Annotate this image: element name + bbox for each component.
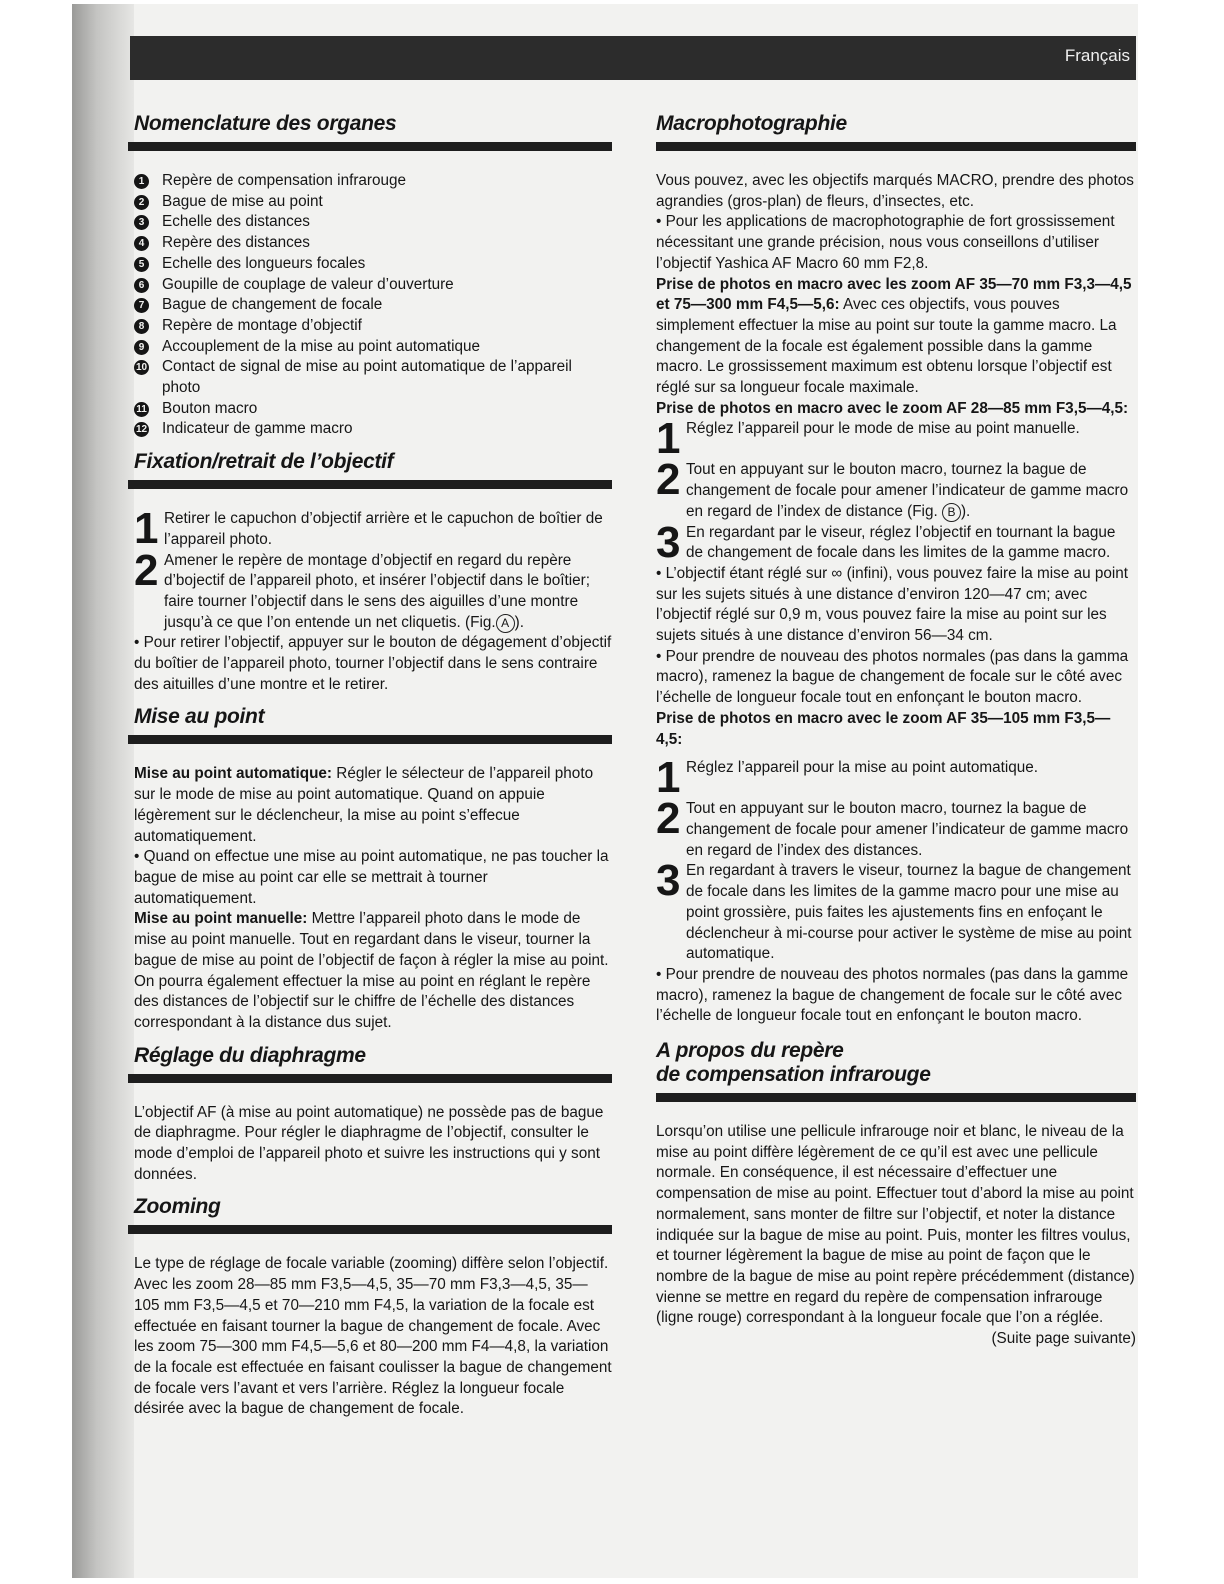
step-number: 3 (656, 856, 681, 906)
step-3 (656, 856, 1136, 965)
manual-focus-text: Mettre l’appareil photo dans le mode de mise au point manuelle. Tout en regardant dans le viseur, tourner la bague de mise au point de l’objectif de façon à régler la mise au point. On pourra également effectuer la mise au point en réglant le repère des distances de l’objectif sur le chiffre de l’échelle des distances correspondant à la distance dus sujet. (134, 910, 609, 1031)
item-text: Indicateur de gamme macro (162, 420, 353, 438)
list-item (134, 337, 612, 358)
macro-28-85-note-1: • L’objectif étant réglé sur ∞ (infini), vous pouvez faire la mise au point sur les sujets situés à une distance d’environ 120—47 cm; avec l’objectif réglé sur 0,9 m, vous pouvez faire la mise au point sur les sujets situés à une distance d’environ 56—34 cm. (656, 564, 1129, 645)
manual-focus-paragraph (134, 909, 612, 1033)
focus-title: Mise au point (134, 705, 265, 729)
item-number: 2 (134, 195, 149, 210)
list-item (134, 399, 612, 420)
header-bar (130, 36, 1136, 80)
fixation-title: Fixation/retrait de l’objectif (134, 450, 394, 474)
step-2 (656, 455, 1136, 522)
infrared-title-line-2: de compensation infrarouge (656, 1063, 931, 1087)
aperture-title: Réglage du diaphragme (134, 1043, 366, 1067)
infrared-title-line-1: A propos du repère (656, 1039, 844, 1063)
nomenclature-list (134, 171, 612, 440)
list-item (134, 295, 612, 316)
step-text: Amener le repère de montage d’objectif en regard du repère d’bojectif de l’appareil photo, et insérer l’objectif dans le boîtier; faire tourner l’objectif dans le sens des aiguilles d’une montre jusqu’à ce que l’on entende un net cliquetis. (Fig. (164, 551, 591, 631)
step-1 (656, 414, 1136, 464)
step-text: Tout en appuyant sur le bouton macro, tournez la bague de changement de focale pour amener l’indicateur de gamme macro en regard de l’index des distances. (686, 800, 1129, 859)
step-text: En regardant par le viseur, réglez l’objectif en tournant la bague de changement de focale dans les limites de la gamme macro. (686, 523, 1116, 562)
step-text: Réglez l’appareil pour le mode de mise au point manuelle. (686, 420, 1080, 438)
list-item (134, 419, 612, 440)
item-text: Echelle des distances (162, 213, 310, 231)
step-number: 2 (656, 455, 681, 505)
nomenclature-section (134, 112, 612, 440)
list-item (134, 275, 612, 296)
aperture-text: L’objectif AF (à mise au point automatique) ne possède pas de bague de diaphragme. Pour régler le diaphragme de l’objectif, consulter le mode d’emploi de l’appareil photo et suivre les instructions qui y sont données. (134, 1103, 604, 1183)
item-number: 6 (134, 278, 149, 293)
macro-body (656, 171, 1136, 1027)
step-2 (656, 794, 1136, 861)
item-text: Bague de changement de focale (162, 296, 383, 314)
list-item (134, 254, 612, 275)
autofocus-note: • Quand on effectue une mise au point automatique, ne pas toucher la bague de mise au point car elle se mettrait à tourner automatiquement. (134, 848, 609, 907)
step-text: Réglez l’appareil pour la mise au point automatique. (686, 759, 1039, 777)
list-item (134, 316, 612, 337)
step-text: Retirer le capuchon d’objectif arrière et le capuchon de boîtier de l’appareil photo. (164, 510, 603, 548)
step-3 (656, 517, 1136, 567)
step-1 (134, 504, 612, 554)
item-text: Goupille de couplage de valeur d’ouverture (162, 275, 454, 293)
zooming-text: Le type de réglage de focale variable (zooming) diffère selon l’objectif. Avec les zoom 28—85 mm F3,5—4,5, 35—70 mm F3,3—4,5, 35—105 mm F3,5—4,5 et 70—210 mm F4,5, la variation de la focale est effectuée en faisant tourner la bague de changement de focale. Avec les zoom 75—300 mm F4,5—5,6 et 80—200 mm F4—4,8, la variation de la focale est effectuée en faisant coulisser la bague de changement de focale vers l’avant et vers l’arrière. Réglez la longueur focale désirée avec la bague de changement de focale. (134, 1255, 612, 1418)
item-text: Bouton macro (162, 399, 258, 417)
list-item (134, 357, 612, 398)
step-text: Tout en appuyant sur le bouton macro, tournez la bague de changement de focale pour amener l’indicateur de gamme macro en regard de l’index de distance (Fig. (686, 461, 1129, 520)
macro-intro: Vous pouvez, avec les objectifs marqués MACRO, prendre des photos agrandies (gros-plan) de fleurs, d’insectes, etc. (656, 172, 1134, 210)
fixation-note: • Pour retirer l’objectif, appuyer sur le bouton de dégagement d’objectif du boîtier de l’appareil photo, tourner l’objectif dans le sens contraire des aituilles d’une montre et le retirer. (134, 634, 612, 693)
item-number: 12 (135, 424, 148, 436)
macro-intro-note: • Pour les applications de macrophotographie de fort grossissement nécessitant une grande précision, nous vous conseillons d’utiliser l’objectif Yashica AF Macro 60 mm F2,8. (656, 213, 1115, 272)
item-number: 10 (135, 362, 148, 374)
section-rule (128, 142, 612, 151)
nomenclature-title: Nomenclature des organes (134, 112, 397, 135)
figure-reference: A (496, 614, 515, 633)
macro-section (656, 112, 1136, 1027)
zooming-section (134, 1195, 612, 1420)
step-number: 1 (656, 414, 681, 464)
step-number: 3 (656, 517, 681, 567)
figure-reference: B (942, 503, 961, 522)
step-number: 2 (134, 545, 159, 595)
focus-body (134, 764, 612, 1033)
step-number: 1 (134, 504, 159, 554)
zooming-title: Zooming (134, 1195, 221, 1219)
macro-35-105-note: • Pour prendre de nouveau des photos normales (pas dans la gamme macro), ramenez la bague de changement de focale sur le côté avec l’échelle de longueur focale tout en enfonçant le bouton macro. (656, 965, 1129, 1025)
continued-note: (Suite page suivante) (991, 1330, 1136, 1348)
macro-28-85-note-2: • Pour prendre de nouveau des photos normales (pas dans la gamma macro), ramenez la bague de changement de focale sur le côté avec l’échelle de longueur focale tout en enfonçant le bouton macro. (656, 647, 1129, 707)
list-item (134, 171, 612, 192)
step-number: 2 (656, 794, 681, 844)
item-text: Repère de compensation infrarouge (162, 172, 407, 189)
infrared-text: Lorsqu’on utilise une pellicule infrarouge noir et blanc, le niveau de la mise au point diffère légèrement de ce qu’il est avec une pellicule normale. En conséquence, il est nécessaire d’effectuer une compensation de mise au point. Effectuer tout d’abord la mise au point normalement, sans monter de filtre sur l’objectif, et noter la distance indiquée sur la bague de mise au point. Puis, monter les filtres voulus, et tourner légèrement la bague de mise au point de façon que le nombre de la bague de mise au point repère précédemment (distance) vienne se mettre en regard du repère de compensation infrarouge (ligne rouge) correspondant à la longueur focale que l’on a réglée. (656, 1123, 1135, 1327)
fixation-section (134, 450, 612, 695)
macro-title: Macrophotographie (656, 112, 847, 135)
macro-zoom-35-70-paragraph (656, 275, 1136, 399)
list-item (134, 192, 612, 213)
list-item (134, 212, 612, 233)
left-column (134, 112, 612, 1420)
section-rule (128, 480, 612, 489)
fixation-body (134, 504, 612, 695)
item-number: 3 (134, 215, 149, 230)
item-number: 11 (134, 402, 149, 417)
item-text: Bague de mise au point (162, 192, 323, 210)
item-number: 4 (134, 236, 149, 251)
step-number: 1 (656, 753, 681, 803)
item-text: Echelle des longueurs focales (162, 254, 366, 272)
item-number: 1 (134, 174, 149, 189)
item-text: Contact de signal de mise au point automatique de l’appareil photo (162, 358, 572, 397)
manual-focus-label: Mise au point manuelle: (134, 910, 308, 928)
autofocus-label: Mise au point automatique: (134, 765, 333, 783)
macro-zoom-28-85-label: Prise de photos en macro avec le zoom AF 28—85 mm F3,5—4,5: (656, 399, 1129, 417)
macro-zoom-35-70-text: Avec ces objectifs, vous pouves simplement effectuer la mise au point sur toute la gamme macro. La changement de la focale est également possible dans la gamme macro. Le grossissement maximum est obtenu lorsque l’objectif est réglé sur sa longueur focale maximale. (656, 296, 1117, 397)
section-rule (656, 142, 1136, 151)
right-column (656, 112, 1136, 1350)
autofocus-text: Régler le sélecteur de l’appareil photo sur le mode de mise au point automatique. Quand on appuie légèrement sur le déclencheur, la mise au point s’effecue automatiquement. (134, 765, 594, 845)
step-1 (656, 753, 1136, 803)
infrared-section (656, 1039, 1136, 1350)
language-label: Français (1064, 46, 1130, 65)
figure-reference-close: ). (514, 613, 525, 631)
item-text: Accouplement de la mise au point automatique (162, 337, 481, 355)
list-item (134, 233, 612, 254)
autofocus-paragraph (134, 764, 612, 847)
page-binding-shadow (72, 4, 134, 1578)
step-2 (134, 545, 612, 634)
item-number: 7 (134, 298, 149, 313)
section-rule (656, 1093, 1136, 1102)
item-text: Repère des distances (162, 234, 310, 252)
macro-zoom-35-105-label: Prise de photos en macro avec le zoom AF 35—105 mm F3,5—4,5: (656, 709, 1111, 748)
macro-zoom-35-70-label: Prise de photos en macro avec les zoom AF 35—70 mm F3,3—4,5 et 75—300 mm F4,5—5,6: (656, 275, 1132, 314)
item-text: Repère de montage d’objectif (162, 316, 362, 334)
infrared-body (656, 1122, 1136, 1350)
section-rule (128, 1074, 612, 1083)
aperture-section (134, 1044, 612, 1186)
item-number: 9 (134, 340, 149, 355)
section-rule (128, 1225, 612, 1234)
zooming-body (134, 1254, 612, 1420)
focus-section (134, 705, 612, 1033)
aperture-body (134, 1103, 612, 1186)
item-number: 5 (134, 257, 149, 272)
section-rule (128, 735, 612, 744)
figure-reference-close: ). (960, 502, 971, 520)
item-number: 8 (134, 319, 149, 334)
step-text: En regardant à travers le viseur, tournez la bague de changement de focale dans les limites de la gamme macro pour une mise au point grossière, puis faites les ajustements fins en enfoçant le déclencheur à mi-course pour activer le système de mise au point automatique. (686, 862, 1132, 963)
